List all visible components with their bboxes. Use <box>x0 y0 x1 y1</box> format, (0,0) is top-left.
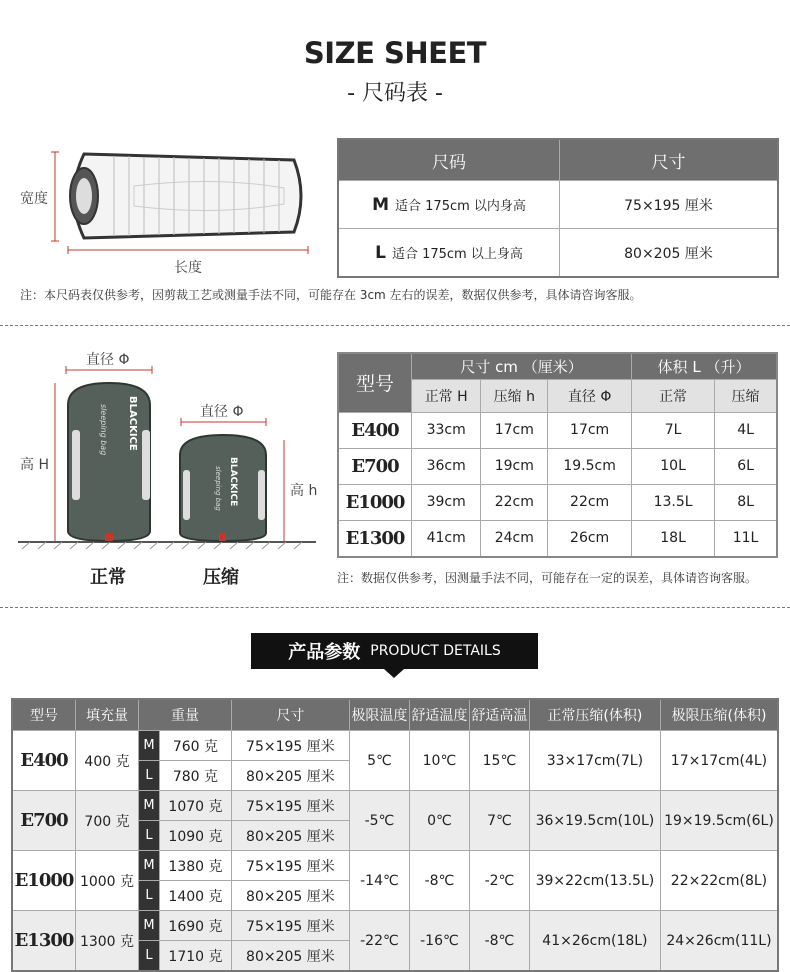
comfort-high-header: 舒适高温 <box>469 699 529 731</box>
fill-header: 填充量 <box>76 699 139 731</box>
note-size: 注：本尺码表仅供参考，因剪裁工艺或测量手法不同，可能存在 3cm 左右的误差，数据仅供参考，具体请咨询客服。 <box>20 288 642 302</box>
fill-cell: 1300 克 <box>76 911 139 972</box>
dimension-header: 尺寸 <box>231 699 349 731</box>
table-row <box>338 229 778 278</box>
weight-l-cell: 1400 克 <box>160 881 232 911</box>
normal-height-cell: 41cm <box>412 520 481 557</box>
diameter-cell: 17cm <box>548 412 632 448</box>
fill-cell: 1000 克 <box>76 851 139 911</box>
normal-compress-cell: 41×26cm(18L) <box>529 911 660 972</box>
weight-m-cell: 1070 克 <box>160 791 232 821</box>
normal-volume-cell: 10L <box>632 448 715 484</box>
dim-m-cell: 75×195 厘米 <box>231 851 349 881</box>
model-cell: E400 <box>338 412 412 448</box>
table-row <box>12 791 778 821</box>
page-title: SIZE SHEET <box>303 36 487 70</box>
compressed-volume-cell: 8L <box>715 484 777 520</box>
caption-compressed: 压缩 <box>203 567 239 588</box>
extreme-compress-header: 极限压缩(体积) <box>660 699 778 731</box>
weight-m-cell: 1690 克 <box>160 911 232 941</box>
dimension-header: 尺寸 <box>560 139 779 181</box>
size-m-desc: 适合 175cm 以内身高 <box>395 198 526 214</box>
model-header: 型号 <box>338 353 412 412</box>
comfort-high-cell: 7℃ <box>469 791 529 851</box>
compressed-height-header: 压缩 h <box>481 379 548 412</box>
height-label-normal: 高 H <box>20 457 49 473</box>
bag-brand-compressed: BLACKICE <box>228 457 238 507</box>
model-cell: E1300 <box>338 520 412 557</box>
bag-script-compressed: sleeping bag <box>214 466 222 511</box>
limit-temp-cell: 5℃ <box>349 731 409 791</box>
comfort-temp-cell: 10℃ <box>409 731 469 791</box>
fill-cell: 400 克 <box>76 731 139 791</box>
dim-m-cell: 75×195 厘米 <box>231 791 349 821</box>
size-group-header: 尺寸 cm （厘米） <box>412 353 632 379</box>
size-header: 尺码 <box>338 139 560 181</box>
weight-l-cell: 1090 克 <box>160 821 232 851</box>
divider <box>0 607 790 608</box>
limit-temp-cell: -5℃ <box>349 791 409 851</box>
bag-brand-normal: BLACKICE <box>127 396 138 451</box>
diameter-cell: 22cm <box>548 484 632 520</box>
size-l-tag: L <box>139 881 160 911</box>
size-l-tag: L <box>139 821 160 851</box>
table-row <box>12 851 778 881</box>
height-label-compressed: 高 h <box>290 483 318 499</box>
normal-compress-cell: 39×22cm(13.5L) <box>529 851 660 911</box>
bag-script-normal: sleeping bag <box>99 404 108 456</box>
diameter-label-compressed: 直径 Φ <box>200 404 244 420</box>
size-table <box>337 138 779 278</box>
table-row <box>12 731 778 761</box>
weight-m-cell: 1380 克 <box>160 851 232 881</box>
size-m-label: M <box>372 194 390 215</box>
compressed-volume-cell: 11L <box>715 520 777 557</box>
extreme-compress-cell: 22×22cm(8L) <box>660 851 778 911</box>
model-cell: E1000 <box>338 484 412 520</box>
size-m-tag: M <box>139 791 160 821</box>
dim-m-cell: 75×195 厘米 <box>231 911 349 941</box>
size-l-tag: L <box>139 761 160 791</box>
comfort-temp-cell: 0℃ <box>409 791 469 851</box>
model-cell: E400 <box>12 731 76 791</box>
note-pack: 注：数据仅供参考，因测量手法不同，可能存在一定的误差，具体请咨询客服。 <box>337 571 758 585</box>
table-row <box>338 448 777 484</box>
limit-temp-cell: -14℃ <box>349 851 409 911</box>
compressed-volume-cell: 6L <box>715 448 777 484</box>
comfort-temp-header: 舒适温度 <box>409 699 469 731</box>
product-details-banner <box>251 633 538 669</box>
dim-l-cell: 80×205 厘米 <box>231 941 349 972</box>
comfort-high-cell: -2℃ <box>469 851 529 911</box>
size-l-desc: 适合 175cm 以上身高 <box>391 246 523 262</box>
comfort-high-cell: -8℃ <box>469 911 529 972</box>
limit-temp-header: 极限温度 <box>349 699 409 731</box>
dim-m-cell: 75×195 厘米 <box>231 731 349 761</box>
normal-height-cell: 39cm <box>412 484 481 520</box>
table-row <box>338 484 777 520</box>
table-row <box>338 412 777 448</box>
normal-compress-header: 正常压缩(体积) <box>529 699 660 731</box>
width-label: 宽度 <box>20 191 48 207</box>
weight-header: 重量 <box>139 699 232 731</box>
divider <box>0 325 790 326</box>
size-m-tag: M <box>139 911 160 941</box>
weight-m-cell: 760 克 <box>160 731 232 761</box>
compressed-volume-header: 压缩 <box>715 379 777 412</box>
normal-height-cell: 36cm <box>412 448 481 484</box>
size-l-tag: L <box>139 941 160 972</box>
compressed-height-cell: 19cm <box>481 448 548 484</box>
sleeping-bag-flat-diagram <box>14 146 314 276</box>
table-row <box>12 911 778 941</box>
normal-volume-cell: 18L <box>632 520 715 557</box>
banner-en: PRODUCT DETAILS <box>370 643 501 659</box>
size-l-dim: 80×205 厘米 <box>560 229 779 278</box>
normal-volume-header: 正常 <box>632 379 715 412</box>
model-cell: E1300 <box>12 911 76 972</box>
diameter-label-normal: 直径 Φ <box>86 352 130 368</box>
product-details-table <box>11 698 779 972</box>
stuff-sack-diagram <box>18 345 318 555</box>
compressed-height-cell: 24cm <box>481 520 548 557</box>
size-l-label: L <box>375 242 386 263</box>
normal-volume-cell: 13.5L <box>632 484 715 520</box>
normal-compress-cell: 33×17cm(7L) <box>529 731 660 791</box>
compressed-height-cell: 22cm <box>481 484 548 520</box>
extreme-compress-cell: 24×26cm(11L) <box>660 911 778 972</box>
compressed-volume-cell: 4L <box>715 412 777 448</box>
comfort-high-cell: 15℃ <box>469 731 529 791</box>
weight-l-cell: 1710 克 <box>160 941 232 972</box>
normal-height-cell: 33cm <box>412 412 481 448</box>
banner-cn: 产品参数 <box>288 642 361 663</box>
normal-volume-cell: 7L <box>632 412 715 448</box>
compressed-height-cell: 17cm <box>481 412 548 448</box>
dim-l-cell: 80×205 厘米 <box>231 881 349 911</box>
normal-compress-cell: 36×19.5cm(10L) <box>529 791 660 851</box>
model-cell: E1000 <box>12 851 76 911</box>
table-row <box>338 181 778 229</box>
pack-size-table <box>337 352 778 558</box>
banner-arrow-icon <box>384 669 404 678</box>
length-label: 长度 <box>174 260 202 276</box>
size-m-tag: M <box>139 731 160 761</box>
table-row <box>338 520 777 557</box>
diameter-header: 直径 Φ <box>548 379 632 412</box>
model-cell: E700 <box>12 791 76 851</box>
diameter-cell: 19.5cm <box>548 448 632 484</box>
comfort-temp-cell: -16℃ <box>409 911 469 972</box>
dim-l-cell: 80×205 厘米 <box>231 821 349 851</box>
size-m-dim: 75×195 厘米 <box>560 181 779 229</box>
extreme-compress-cell: 17×17cm(4L) <box>660 731 778 791</box>
normal-height-header: 正常 H <box>412 379 481 412</box>
size-m-tag: M <box>139 851 160 881</box>
weight-l-cell: 780 克 <box>160 761 232 791</box>
diameter-cell: 26cm <box>548 520 632 557</box>
volume-group-header: 体积 L （升） <box>632 353 777 379</box>
page-subtitle: - 尺码表 - <box>347 81 443 106</box>
comfort-temp-cell: -8℃ <box>409 851 469 911</box>
extreme-compress-cell: 19×19.5cm(6L) <box>660 791 778 851</box>
limit-temp-cell: -22℃ <box>349 911 409 972</box>
dim-l-cell: 80×205 厘米 <box>231 761 349 791</box>
model-cell: E700 <box>338 448 412 484</box>
caption-normal: 正常 <box>90 567 126 588</box>
model-header: 型号 <box>12 699 76 731</box>
fill-cell: 700 克 <box>76 791 139 851</box>
